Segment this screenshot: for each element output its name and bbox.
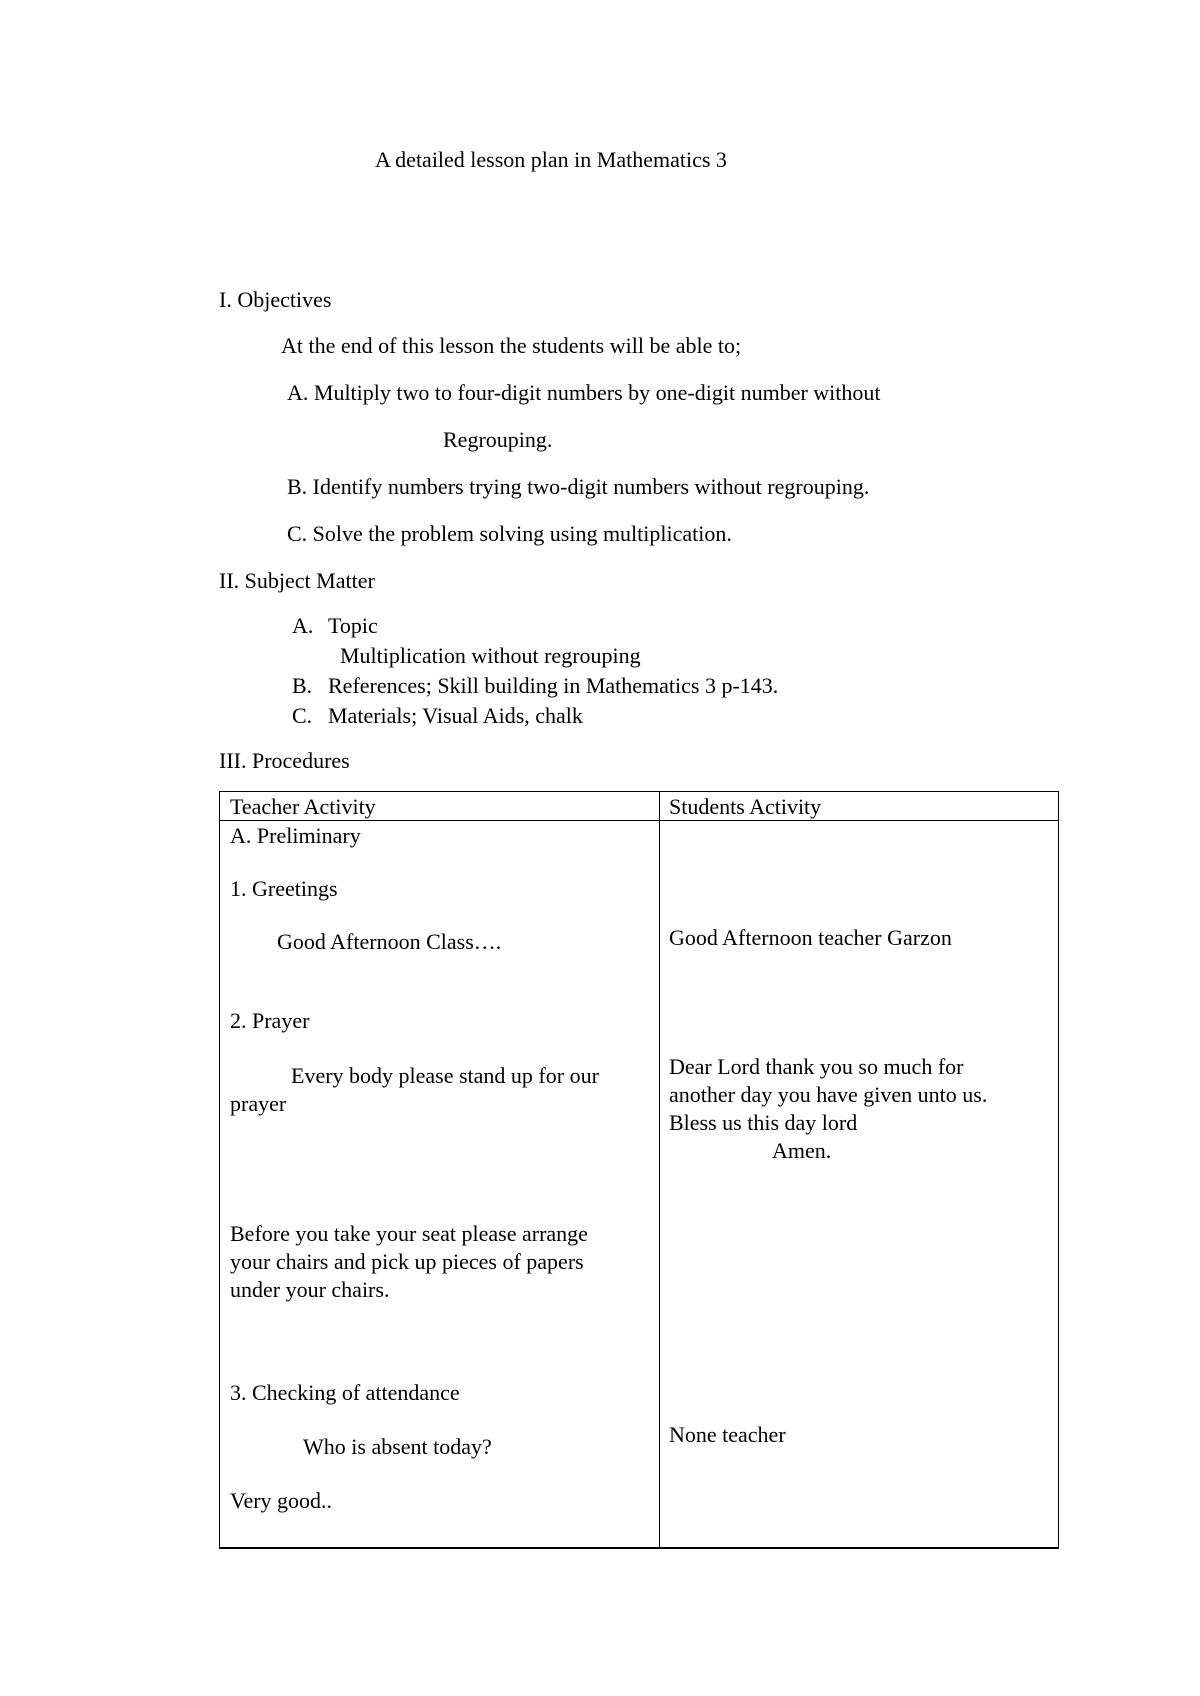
teacher-line: prayer	[230, 1091, 287, 1116]
objectives-heading: I. Objectives	[219, 287, 332, 312]
page-title: A detailed lesson plan in Mathematics 3	[375, 147, 727, 172]
subject-item: Multiplication without regrouping	[340, 643, 641, 668]
subject-marker: C.	[292, 703, 313, 728]
teacher-line: under your chairs.	[230, 1277, 390, 1302]
procedures-table	[219, 791, 1059, 1549]
student-line: Amen.	[772, 1138, 832, 1163]
subject-item: References; Skill building in Mathematics 3 p-143.	[328, 673, 779, 698]
column-header-students: Students Activity	[669, 794, 822, 819]
subject-marker: B.	[292, 673, 313, 698]
student-line: None teacher	[669, 1422, 786, 1447]
teacher-line: Good Afternoon Class….	[277, 929, 502, 954]
teacher-line: Every body please stand up for our	[291, 1063, 599, 1088]
student-line: another day you have given unto us.	[669, 1082, 988, 1107]
teacher-line: 3. Checking of attendance	[230, 1380, 460, 1405]
subject-item: Materials; Visual Aids, chalk	[328, 703, 583, 728]
teacher-line: Very good..	[230, 1488, 333, 1513]
objectives-intro: At the end of this lesson the students will be able to;	[281, 333, 742, 358]
teacher-line: 1. Greetings	[230, 876, 338, 901]
teacher-line: Before you take your seat please arrange	[230, 1221, 588, 1246]
student-line: Dear Lord thank you so much for	[669, 1054, 964, 1079]
objective-item-continuation: Regrouping.	[443, 427, 553, 452]
objective-item: B. Identify numbers trying two-digit numbers without regrouping.	[287, 474, 870, 499]
header-divider	[220, 820, 1058, 821]
subject-matter-heading: II. Subject Matter	[219, 568, 375, 593]
objective-item: A. Multiply two to four-digit numbers by one-digit number without	[287, 380, 881, 405]
subject-item: Topic	[328, 613, 378, 638]
column-divider	[659, 792, 660, 1547]
teacher-line: 2. Prayer	[230, 1008, 310, 1033]
subject-marker: A.	[292, 613, 314, 638]
student-line: Bless us this day lord	[669, 1110, 858, 1135]
column-header-teacher: Teacher Activity	[230, 794, 376, 819]
student-line: Good Afternoon teacher Garzon	[669, 925, 952, 950]
teacher-line: A. Preliminary	[230, 823, 361, 848]
teacher-line: Who is absent today?	[303, 1434, 492, 1459]
teacher-line: your chairs and pick up pieces of papers	[230, 1249, 584, 1274]
objective-item: C. Solve the problem solving using multiplication.	[287, 521, 732, 546]
procedures-heading: III. Procedures	[219, 748, 350, 773]
